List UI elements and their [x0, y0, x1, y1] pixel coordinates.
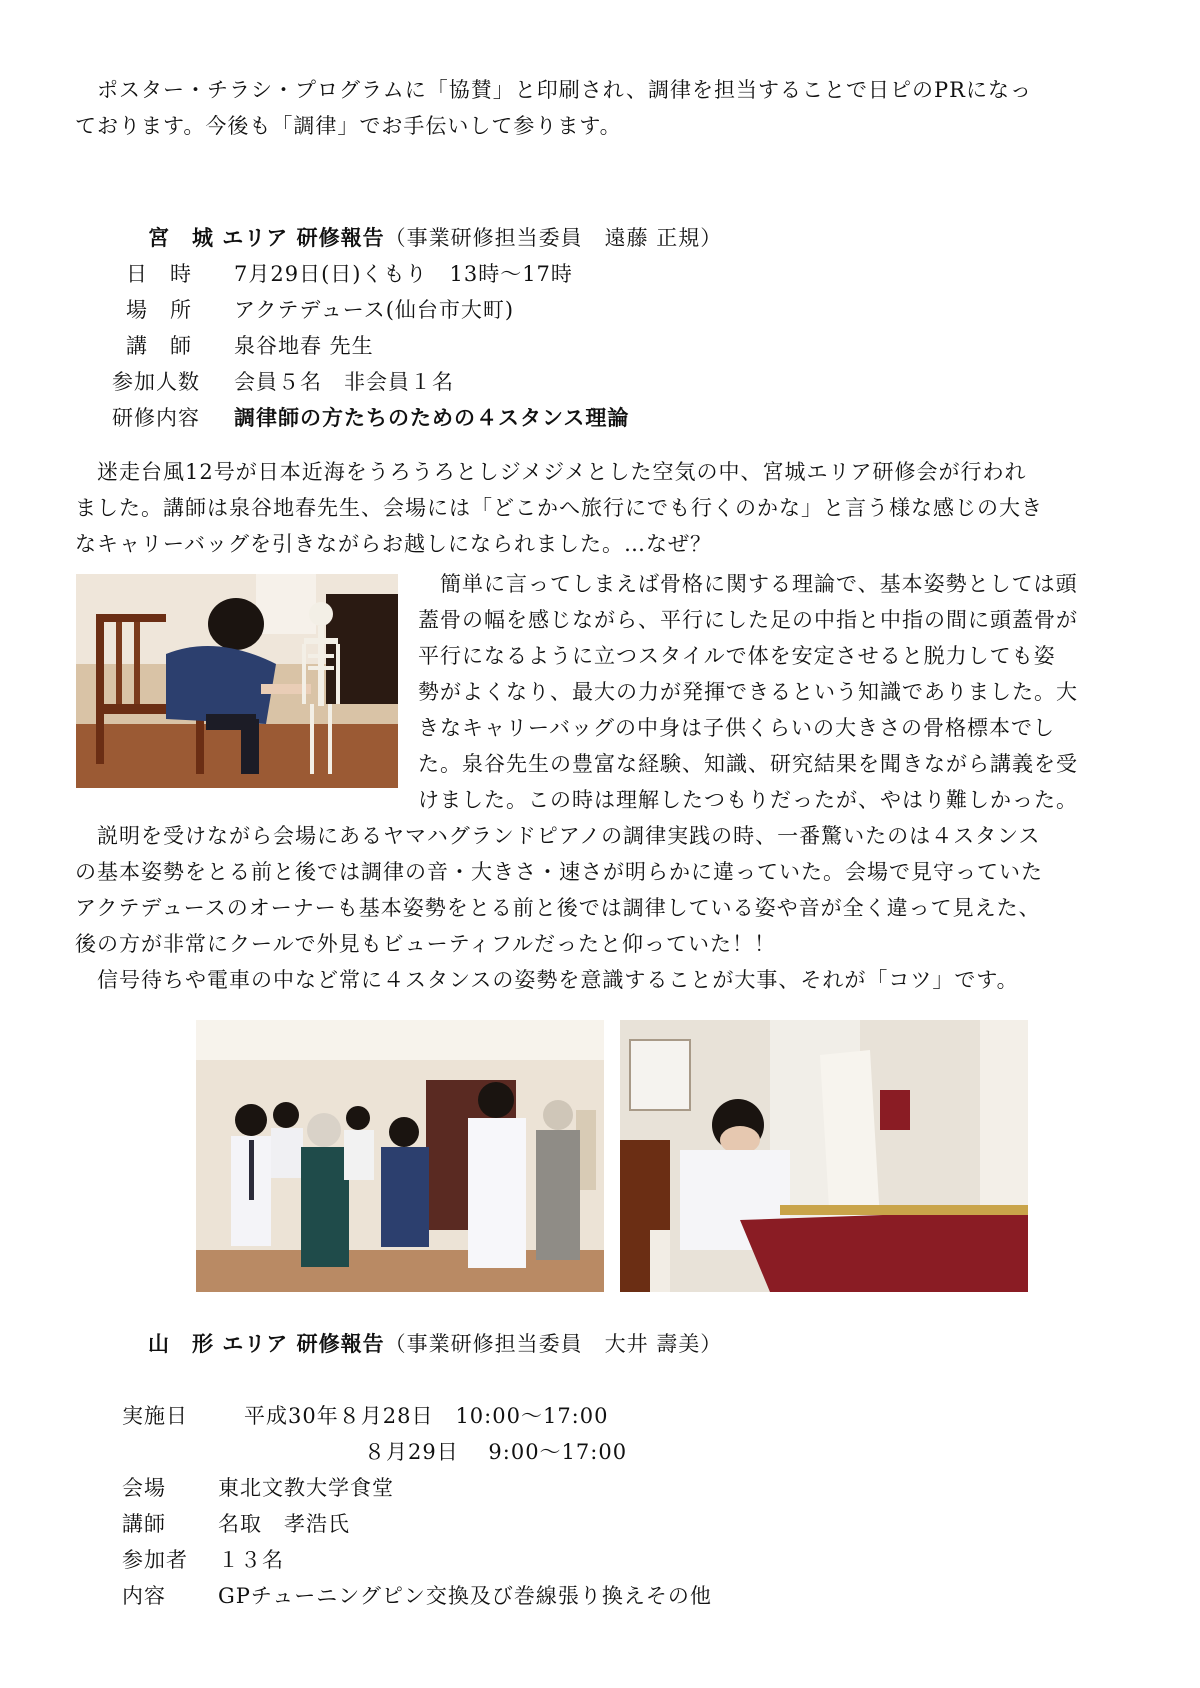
detail-value: 会員５名 非会員１名 — [234, 370, 454, 394]
miyagi-detail-participants — [112, 364, 912, 400]
body-line: 後の方が非常にクールで外見もビューティフルだったと仰っていた！！ — [75, 932, 777, 956]
body-line: 勢がよくなり、最大の力が発揮できるという知識でありました。大 — [418, 680, 1078, 704]
detail-label: 講師 — [122, 1512, 166, 1536]
detail-label: 研修内容 — [112, 406, 200, 430]
intro-paragraph — [75, 72, 1135, 144]
detail-label: 内容 — [122, 1584, 166, 1608]
detail-value: GPチューニングピン交換及び巻線張り換えその他 — [218, 1584, 712, 1608]
body-line: アクテデュースのオーナーも基本姿勢をとる前と後では調律している姿や音が全く違って見えた、 — [75, 896, 1041, 920]
body-line: 簡単に言ってしまえば骨格に関する理論で、基本姿勢としては頭 — [440, 572, 1078, 596]
miyagi-heading-area: 宮 城 エリア 研修報告 — [148, 225, 385, 250]
yamagata-detail-content — [122, 1578, 922, 1614]
detail-label: 実施日 — [122, 1404, 188, 1428]
body-line: 平行になるように立つスタイルで体を安定させると脱力しても姿 — [418, 644, 1056, 668]
yamagata-detail-date — [122, 1398, 922, 1434]
photo-skeleton-demo — [76, 574, 398, 788]
body-line: なキャリーバッグを引きながらお越しになられました。…なぜ？ — [75, 532, 712, 556]
yamagata-heading-person: （事業研修担当委員 大井 壽美） — [384, 1332, 723, 1356]
detail-value: 泉谷地春 先生 — [234, 334, 374, 358]
detail-label: 講 師 — [126, 334, 192, 358]
detail-value: 平成30年８月28日 10:00〜17:00 — [244, 1404, 609, 1428]
body-line: の基本姿勢をとる前と後では調律の音・大きさ・速さが明らかに違っていた。会場で見守っていた — [75, 860, 1043, 884]
body-line: ました。講師は泉谷地春先生、会場には「どこかへ旅行にでも行くのかな」と言う様な感じの大き — [75, 496, 1043, 520]
photo-group — [196, 1020, 604, 1292]
detail-label: 参加人数 — [112, 370, 200, 394]
photo-piano-tuning — [620, 1020, 1028, 1292]
miyagi-heading-person: （事業研修担当委員 遠藤 正規） — [384, 226, 723, 250]
intro-line: ております。今後も「調律」でお手伝いして参ります。 — [75, 114, 622, 138]
miyagi-detail-place — [126, 292, 926, 328]
miyagi-detail-date — [126, 256, 926, 292]
intro-line: ポスター・チラシ・プログラムに「協賛」と印刷され、調律を担当することで日ピのPRになっ — [97, 78, 1032, 102]
miyagi-heading — [148, 220, 722, 256]
yamagata-detail-lecturer — [122, 1506, 922, 1542]
detail-label: 場 所 — [126, 298, 192, 322]
yamagata-detail-participants — [122, 1542, 922, 1578]
yamagata-detail-venue — [122, 1470, 922, 1506]
body-line: きなキャリーバッグの中身は子供くらいの大きさの骨格標本でし — [418, 716, 1055, 740]
detail-label: 会場 — [122, 1476, 166, 1500]
miyagi-wrap-paragraph — [418, 566, 1136, 818]
miyagi-detail-lecturer — [126, 328, 926, 364]
miyagi-body-paragraph-2 — [75, 818, 1135, 998]
body-line: た。泉谷先生の豊富な経験、知識、研究結果を聞きながら講義を受 — [418, 752, 1078, 776]
body-line: けました。この時は理解したつもりだったが、やはり難しかった。 — [418, 788, 1078, 812]
detail-value: 名取 孝浩氏 — [218, 1512, 350, 1536]
body-line: 説明を受けながら会場にあるヤマハグランドピアノの調律実践の時、一番驚いたのは４スタンス — [97, 824, 1041, 848]
detail-value: １３名 — [218, 1548, 284, 1572]
detail-value: 7月29日(日)くもり 13時〜17時 — [234, 262, 573, 286]
detail-label: 日 時 — [126, 262, 192, 286]
miyagi-body-paragraph-1 — [75, 454, 1135, 562]
detail-value: ８月29日 9:00〜17:00 — [364, 1440, 628, 1464]
yamagata-detail-date-2 — [122, 1434, 922, 1470]
miyagi-detail-content — [112, 400, 912, 436]
detail-value: 東北文教大学食堂 — [218, 1476, 394, 1500]
yamagata-heading-area: 山 形 エリア 研修報告 — [148, 1331, 385, 1356]
detail-value: アクテデュース(仙台市大町) — [234, 298, 515, 322]
body-line: 蓋骨の幅を感じながら、平行にした足の中指と中指の間に頭蓋骨が — [418, 608, 1078, 632]
detail-label: 参加者 — [122, 1548, 188, 1572]
yamagata-heading — [148, 1326, 722, 1362]
body-line: 信号待ちや電車の中など常に４スタンスの姿勢を意識することが大事、それが「コツ」です。 — [97, 968, 1019, 992]
body-line: 迷走台風12号が日本近海をうろうろとしジメジメとした空気の中、宮城エリア研修会が行われ — [97, 460, 1027, 484]
detail-value: 調律師の方たちのための４スタンス理論 — [234, 405, 630, 430]
